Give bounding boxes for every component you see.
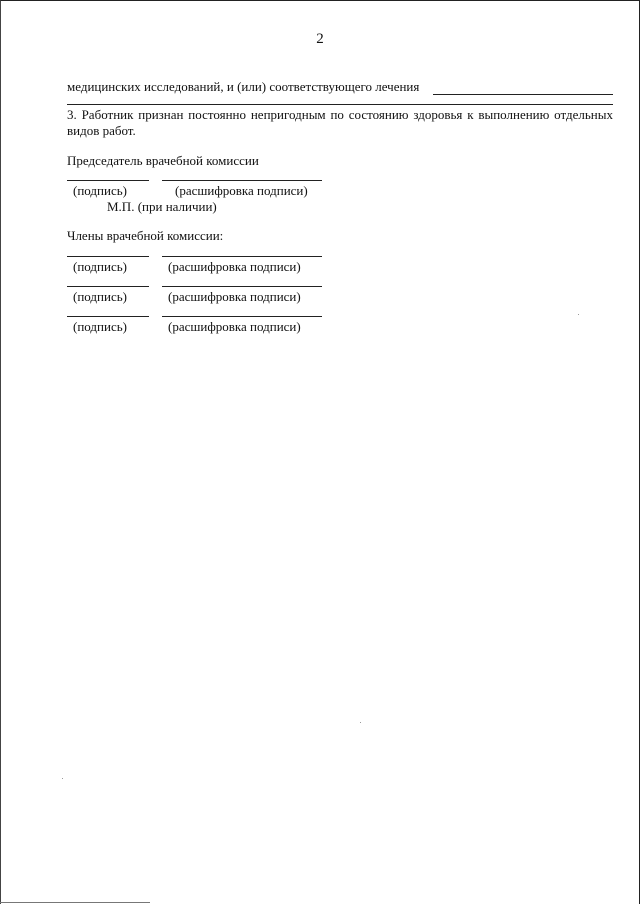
member-signature-caption: (подпись) [73,289,127,304]
member-decoding-line [162,256,322,257]
scan-speck [578,314,579,315]
member-signature-line [67,256,149,257]
member-decoding-line [162,286,322,287]
member-signature-line [67,286,149,287]
member-decoding-line [162,316,322,317]
chairman-signature-line [67,180,149,181]
page-number: 2 [316,31,324,47]
chairman-decoding-line [162,180,322,181]
member-decoding-caption: (расшифровка подписи) [168,289,301,304]
continuation-text: медицинских исследований, и (или) соответствующего лечения [67,79,420,94]
scan-speck [62,778,63,779]
scan-speck [360,722,361,723]
member-decoding-caption: (расшифровка подписи) [168,259,301,274]
members-heading: Члены врачебной комиссии: [67,228,224,243]
member-decoding-caption: (расшифровка подписи) [168,319,301,334]
member-signature-line [67,316,149,317]
stamp-label: М.П. (при наличии) [107,199,217,214]
fill-in-line [433,94,613,95]
chairman-signature-caption: (подпись) [73,183,127,198]
chairman-heading: Председатель врачебной комиссии [67,153,259,168]
member-signature-caption: (подпись) [73,319,127,334]
chairman-decoding-caption: (расшифровка подписи) [175,183,308,198]
item-3-paragraph: 3. Работник признан постоянно непригодным по состоянию здоровья к выполнению отдельных видов работ. [67,107,613,138]
fill-in-line-full [67,104,613,105]
member-signature-caption: (подпись) [73,259,127,274]
scan-edge-line [0,902,150,903]
